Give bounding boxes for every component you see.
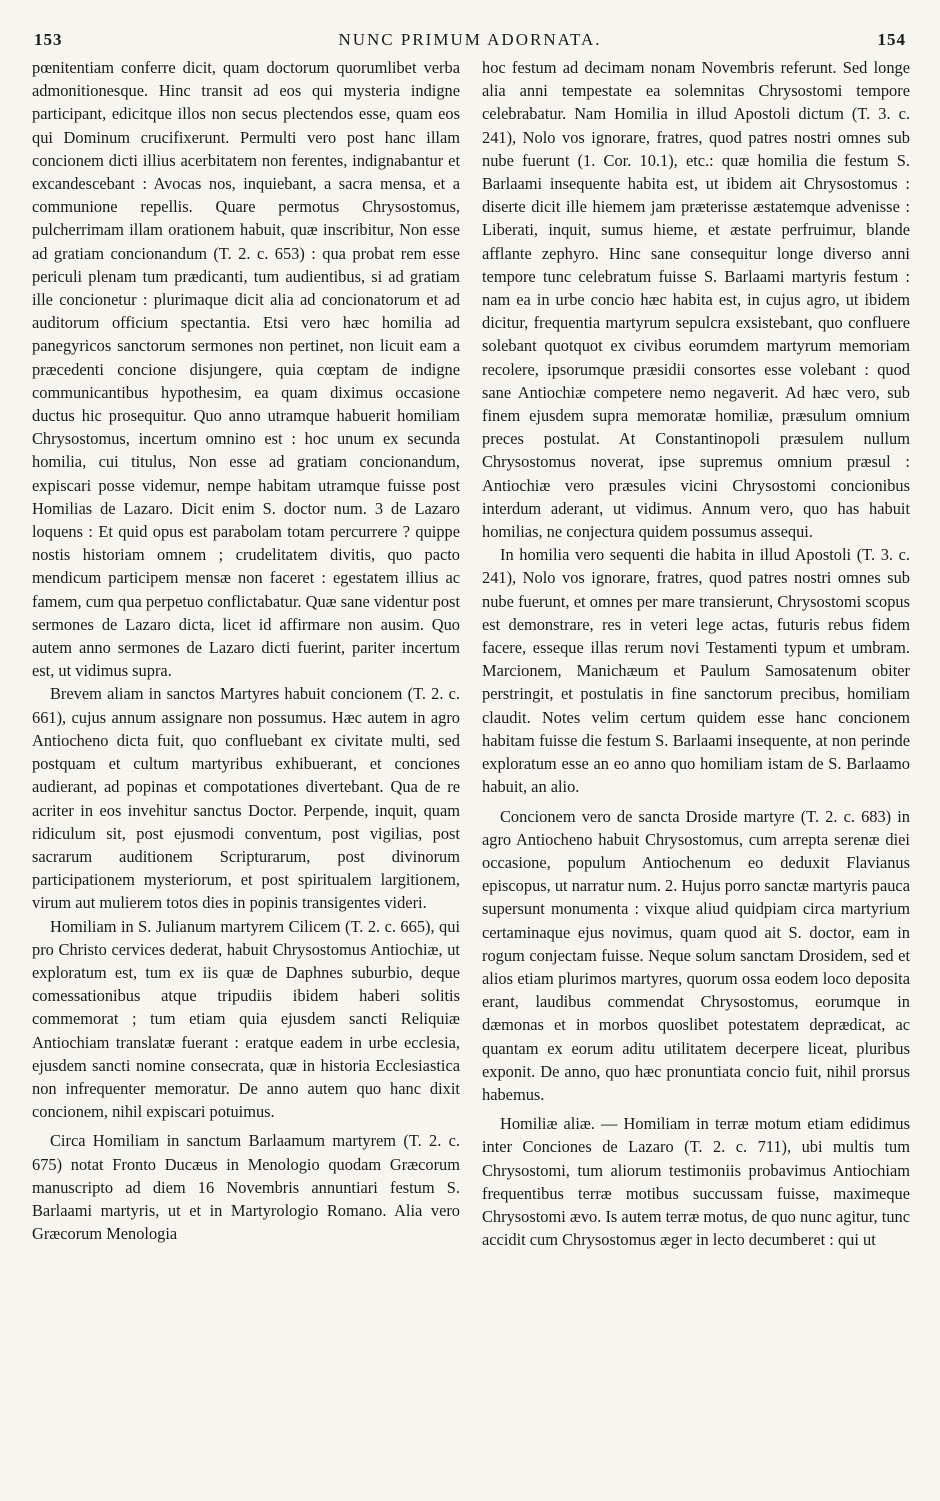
paragraph: Concionem vero de sancta Droside martyre (T. 2. c. 683) in agro Antiocheno habuit Chrysostomus, cum arrepta serenæ diei occasione, populum Antiochenum eo deduxit Flavianus episcopus, ut narratur num. 2. Hujus porro sanctæ martyris pauca supersunt monumenta : vixque aliud quidpiam circa martyrium certaminaque ejus novimus, quam quod ait S. doctor, eam in rogum conjectam fuisse. Neque solum sanctam Drosidem, sed et alios etiam plurimos martyres, quorum ossa eodem loco deposita erant, laudibus commendat Chrysostomus, eorumque in dæmonas et in morbos quoslibet potestatem deprædicat, ac quantam ex eorum aditu utilitatem decerpere liceat, pluribus exponit. De anno, quo hæc pronuntiata concio fuit, nihil prorsus habemus. [482,806,910,1104]
text-columns [32,56,912,1251]
paragraph: Homiliam in S. Julianum martyrem Cilicem (T. 2. c. 665), qui pro Christo cervices dederat, habuit Chrysostomus Antiochiæ, ut exploratum est, tum ex iis quæ de Daphnes suburbio, deque comessationibus atque tripudiis ibidem haberi solitis commemorat ; tum etiam quia ejusdem sancti Reliquiæ Antiochiam translatæ fuerant : eratque eadem in urbe ecclesia, ejusdem sancti nomine consecrata, quæ in historia Ecclesiastica non infrequenter memoratur. De anno autem quo hanc dixit concionem, nihil expiscari potuimus. [32,916,460,1122]
page-number-right: 154 [877,30,906,49]
page-number-left: 153 [34,30,63,49]
running-header [32,30,912,54]
paragraph: In homilia vero sequenti die habita in illud Apostoli (T. 3. c. 241), Nolo vos ignorare, fratres, quod patres nostri omnes sub nube fuerunt, et omnes per mare transierunt, Chrysostomi scopus est demonstrare, res in veteri lege actas, futuris rebus fidem facere, esseque illas rerum novi Testamenti typum et umbram. Marcionem, Manichæum et Paulum Samosatenum obiter perstringit, et postulatis in fine sanctorum precibus, homiliam claudit. Notes velim certum quidem esse hanc concionem habitam fuisse die festum S. Barlaami insequente, at non perinde exploratum esse an eo anno quo homiliam istam de S. Barlaamo habuit, an alio. [482,545,910,797]
left-column [32,56,460,1251]
paragraph: hoc festum ad decimam nonam Novembris referunt. Sed longe alia anni tempestate ea solemnitas Chrysostomi tempore celebrabatur. Nam Homilia in illud Apostoli dictum (T. 3. c. 241), Nolo vos ignorare, fratres, quod patres nostri omnes sub nube fuerunt (1. Cor. 10.1), etc.: quæ homilia die festum S. Barlaami insequente habita est, ut ibidem ait Chrysostomus : diserte dicit ille hiemem jam præterisse æstatemque advenisse : Liberati, inquit, sumus hieme, et æstate perfruimur, blande afflante zephyro. Hinc sane consequitur longe diverso anni tempore tunc celebratum fuisse S. Barlaami martyris festum : nam ea in urbe concio hæc habita est, in cujus agro, ut ibidem dicitur, frequentia martyrum sepulcra exsistebant, quo confluere solebant quotquot ex civibus eorumdem martyrum memoriam recolere, ipsorumque præsidii consortes esse volebant : quod sane Antiochiæ competere nemo negaverit. Ad hæc vero, sub finem ejusdem supra memoratæ homiliæ, præsulum omnium preces postulat. At Constantinopoli præsulem nullum Chrysostomus noverat, ipse supremus omnium præsul : Antiochiæ vero præsules vicini Chrysostomi concionibus interdum aderant, ut vidimus. Annum vero, quo has habuit homilias, ne conjectura quidem possumus assequi. [482,58,910,542]
paragraph: Homiliæ aliæ. — Homiliam in terræ motum etiam edidimus inter Conciones de Lazaro (T. 2. c. 711), ubi multis tum Chrysostomi, tum aliorum testimoniis probavimus Antiochiam frequentibus terræ motibus succussam fuisse, maximeque Chrysostomi ævo. Is autem terræ motus, de quo nunc agitur, tunc accidit cum Chrysostomus æger in lecto decumberet : qui ut [482,1114,910,1250]
right-column [482,56,910,1251]
running-title: NUNC PRIMUM ADORNATA. [338,30,602,49]
paragraph: Brevem aliam in sanctos Martyres habuit concionem (T. 2. c. 661), cujus annum assignare non possumus. Hæc autem in agro Antiocheno dicta fuit, quo confluebant ex civitate multi, sed postquam et cultum martyribus exhibuerant, et conciones audierant, ad popinas et compotationes divertebant. Qua de re acriter in eos invehitur sanctus Doctor. Perpende, inquit, quam ridiculum sit, post ejusmodi conventum, post vigilias, post sacrarum auditionem Scripturarum, post divinorum participationem mysteriorum, et post spiritualem largitionem, virum aut mulierem totos dies in popinis transigentes videri. [32,684,460,913]
paragraph: Circa Homiliam in sanctum Barlaamum martyrem (T. 2. c. 675) notat Fronto Ducæus in Menologio quodam Græcorum manuscripto ad diem 16 Novembris annuntiari festum S. Barlaami martyris, ut et in Martyrologio Romano. Alia vero Græcorum Menologia [32,1131,460,1244]
paragraph: pœnitentiam conferre dicit, quam doctorum quorumlibet verba admonitionesque. Hinc transit ad eos qui mysteria indigne participant, edicitque illos non secus plectendos esse, quam eos qui Dominum crucifixerunt. Permulti vero post hanc illam concionem dicti illius acerbitatem non ferentes, indignabantur et excandescebant : Avocas nos, inquiebant, a sacra mensa, et a communione repellis. Quare permotus Chrysostomus, pulcherrimam illam orationem habuit, quæ inscribitur, Non esse ad gratiam concionandum (T. 2. c. 653) : qua probat rem esse periculi plenam tum prædicanti, tum audientibus, si ad gratiam ille concionetur : plurimaque dicit alia ad concionatorum et ad auditorum officium spectantia. Etsi vero hæc homilia ad panegyricos sanctorum sermones non pertinet, non licuit eam a præcedenti concione disjungere, quia cœptam de indigne communicantibus hypothesim, ea quam diximus occasione ductus hic prosequitur. Quo anno utramque habuerit homiliam Chrysostomus, incertum omnino est : hoc unum ex secunda homilia, cui titulus, Non esse ad gratiam concionandum, expiscari posse videmur, nempe habitam utramque fuisse post Homilias de Lazaro. Dicit enim S. doctor num. 3 de Lazaro loquens : Et quid opus est parabolam totam percurrere ? quippe nostis historiam omnem ; crudelitatem divitis, quo pacto mendicum participem mensæ non faceret : egestatem illius ac famem, cum qua perpetuo conflictabatur. Quæ sane videntur post sermones de Lazaro dicta, licet id affirmare non ausim. Quo autem anno sermones de Lazaro dicti fuerint, pariter incertum est, ut vidimus supra. [32,58,460,681]
